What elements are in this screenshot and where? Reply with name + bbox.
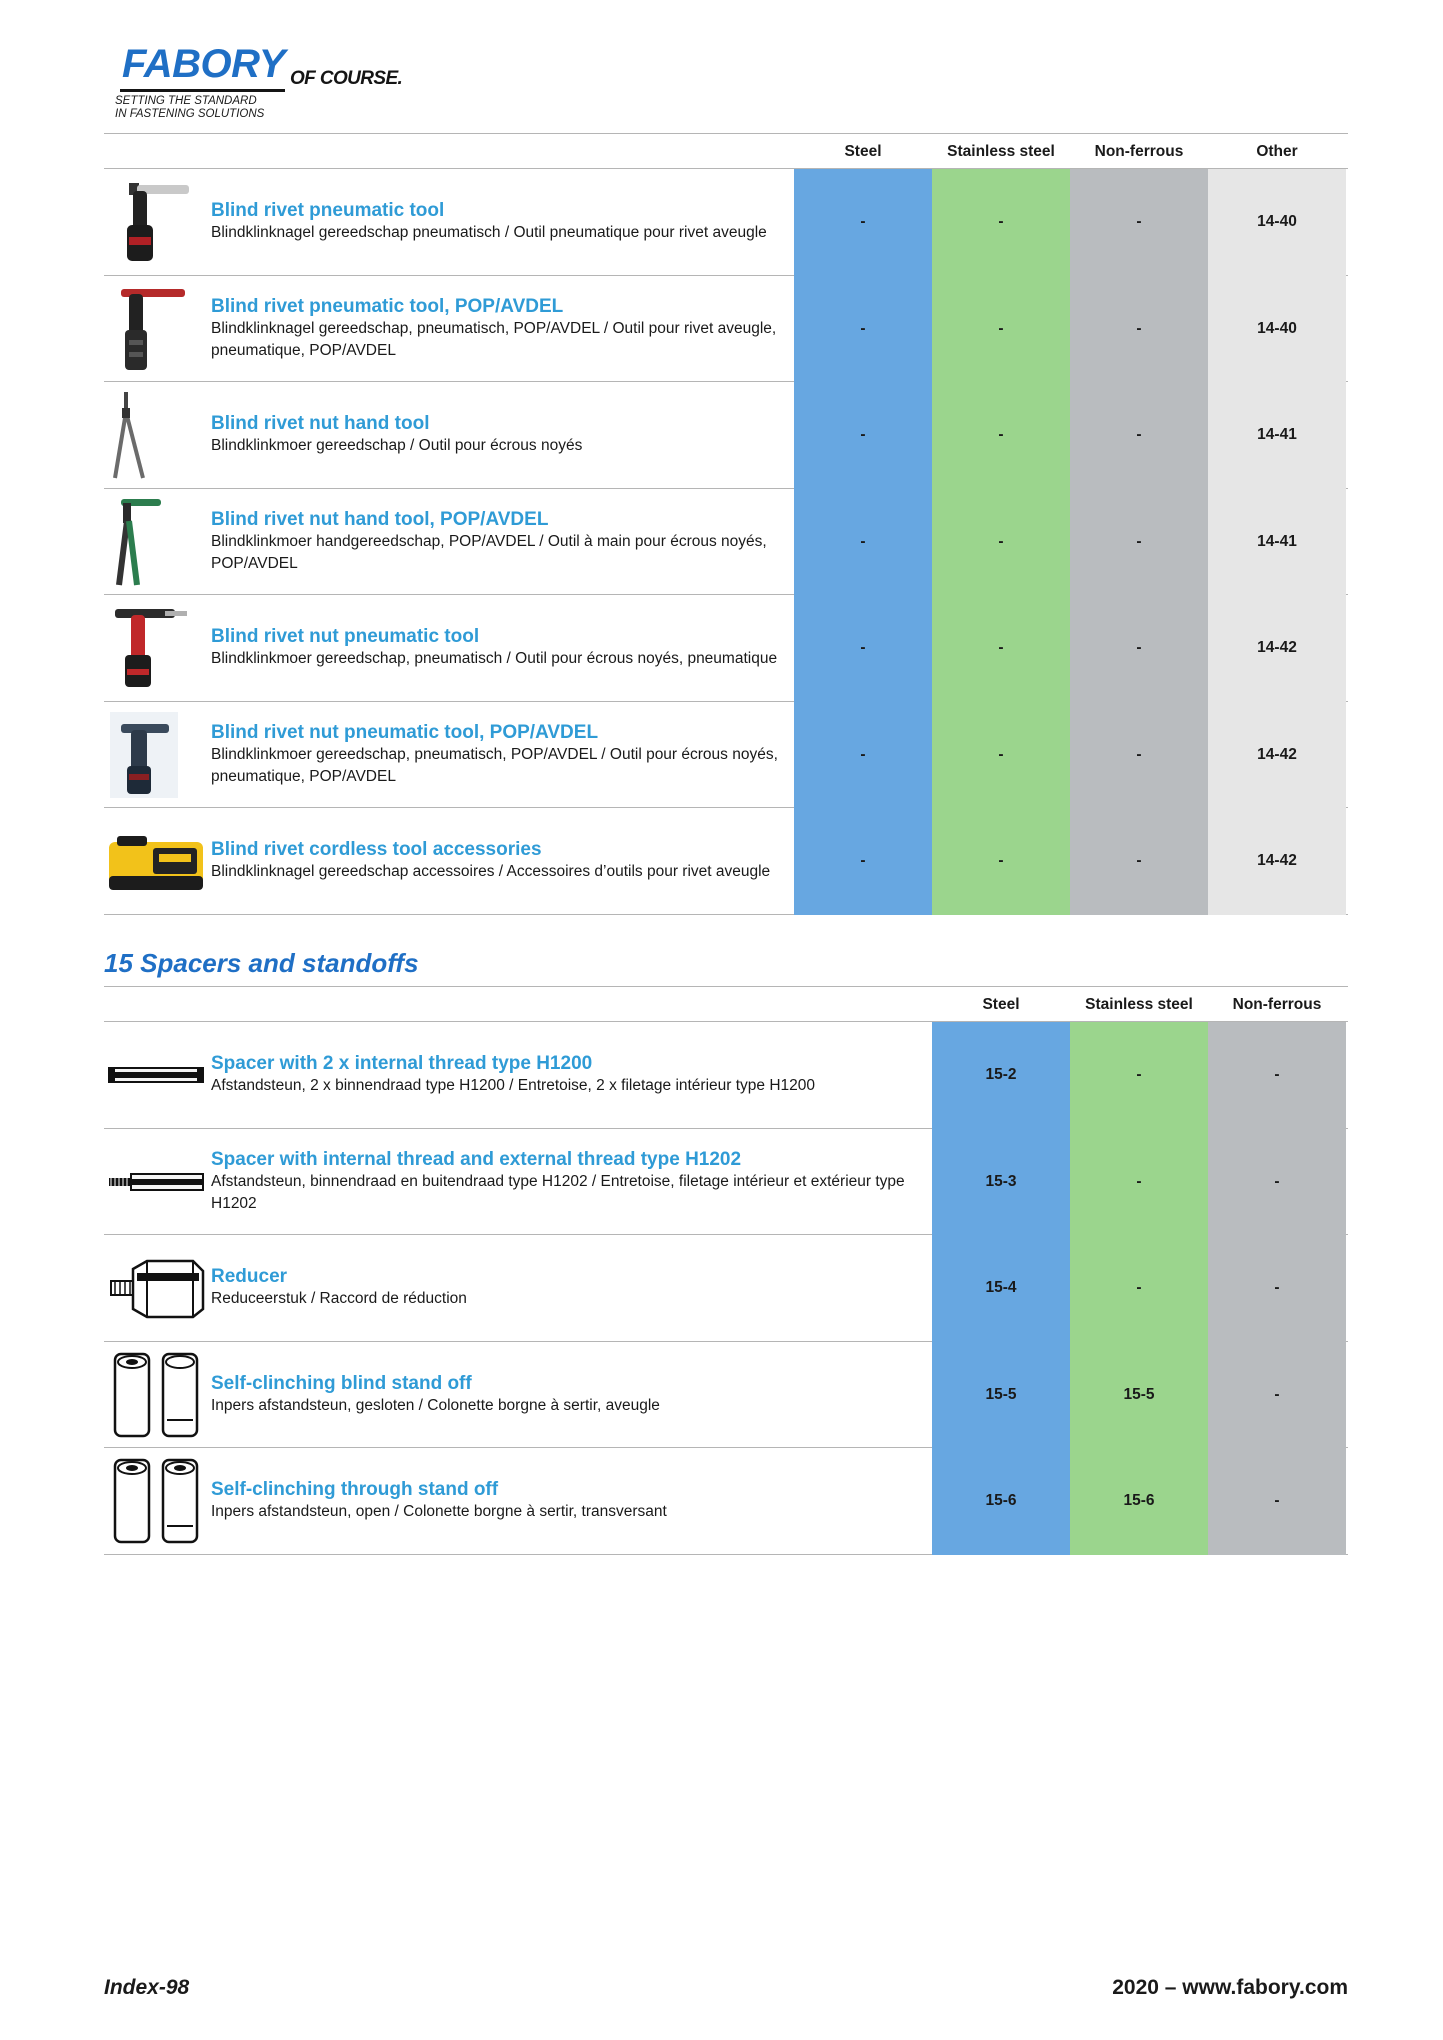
fabory-logo	[115, 42, 415, 124]
table-header	[104, 133, 1348, 169]
cell-stainless: -	[932, 169, 1070, 276]
page-number: Index-98	[104, 1976, 190, 1999]
row-title[interactable]: Blind rivet cordless tool accessories	[211, 839, 542, 861]
row-text: Blindklinknagel gereedschap, pneumatisch, POP/AVDEL / Outil pour rivet aveugle, pneumatique, POP/AVDEL	[211, 319, 777, 359]
cell-other[interactable]: 14-41	[1208, 489, 1346, 596]
row-text: Inpers afstandsteun, open / Colonette borgne à sertir, transversant	[211, 1503, 667, 1521]
cell-stainless: -	[932, 595, 1070, 702]
col-header-other: Other	[1256, 143, 1298, 160]
row-title[interactable]: Self-clinching through stand off	[211, 1479, 499, 1501]
cell-steel[interactable]: 15-6	[932, 1448, 1070, 1555]
row-title[interactable]: Blind rivet pneumatic tool	[211, 200, 445, 222]
table-row	[104, 1342, 1348, 1449]
table-row	[104, 1129, 1348, 1236]
cell-nonferrous: -	[1208, 1022, 1346, 1129]
row-title[interactable]: Blind rivet nut pneumatic tool, POP/AVDEL	[211, 721, 599, 743]
reducer-icon	[107, 1243, 205, 1333]
row-text: Blindklinkmoer handgereedschap, POP/AVDEL / Outil à main pour écrous noyés, POP/AVDEL	[211, 532, 767, 572]
row-description	[211, 1448, 931, 1554]
standoff-icon	[107, 1456, 205, 1546]
col-header-nonferrous: Non-ferrous	[1094, 143, 1184, 160]
row-description	[211, 1022, 931, 1128]
threaded-spacer-icon	[107, 1137, 205, 1227]
col-header-steel: Steel	[982, 996, 1020, 1013]
row-text: Blindklinkmoer gereedschap / Outil pour écrous noyés	[211, 437, 583, 455]
cell-nonferrous: -	[1070, 382, 1208, 489]
table-row	[104, 1235, 1348, 1342]
cell-stainless[interactable]: 15-6	[1070, 1448, 1208, 1555]
table-row	[104, 595, 1348, 702]
cell-nonferrous: -	[1070, 808, 1208, 915]
cell-steel: -	[794, 489, 932, 596]
row-text: Blindklinkmoer gereedschap, pneumatisch / Outil pour écrous noyés, pneumatique	[211, 650, 778, 668]
cell-other[interactable]: 14-40	[1208, 276, 1346, 383]
pneumatic-rivet-tool-icon	[107, 284, 205, 374]
logo-brand: FABORY	[122, 42, 285, 86]
cell-steel: -	[794, 702, 932, 809]
cell-nonferrous: -	[1070, 595, 1208, 702]
row-description	[211, 276, 791, 382]
row-description	[211, 1235, 931, 1341]
cell-nonferrous: -	[1070, 276, 1208, 383]
cell-other[interactable]: 14-42	[1208, 702, 1346, 809]
cell-stainless: -	[1070, 1129, 1208, 1236]
row-title[interactable]: Spacer with internal thread and external thread type H1202	[211, 1148, 742, 1170]
logo-underline	[120, 89, 285, 92]
cell-other[interactable]: 14-41	[1208, 382, 1346, 489]
row-text: Inpers afstandsteun, gesloten / Colonette borgne à sertir, aveugle	[211, 1396, 660, 1414]
cell-nonferrous: -	[1070, 169, 1208, 276]
cell-steel: -	[794, 276, 932, 383]
row-text: Reduceerstuk / Raccord de réduction	[211, 1290, 467, 1308]
cell-stainless: -	[932, 489, 1070, 596]
table-row	[104, 169, 1348, 276]
cell-stainless: -	[932, 276, 1070, 383]
section-heading: 15 Spacers and standoffs	[104, 948, 419, 978]
table-row	[104, 808, 1348, 915]
row-text: Afstandsteun, binnendraad en buitendraad type H1202 / Entretoise, filetage intérieur et extérieur type H1202	[211, 1172, 905, 1212]
table-row	[104, 1022, 1348, 1129]
row-title[interactable]: Blind rivet nut hand tool, POP/AVDEL	[211, 508, 549, 530]
cell-other[interactable]: 14-40	[1208, 169, 1346, 276]
row-description	[211, 702, 791, 808]
cell-nonferrous: -	[1070, 489, 1208, 596]
cell-stainless: -	[1070, 1235, 1208, 1342]
cell-nonferrous: -	[1208, 1342, 1346, 1449]
table-header	[104, 986, 1348, 1022]
col-header-steel: Steel	[844, 143, 882, 160]
row-title[interactable]: Blind rivet nut hand tool	[211, 413, 430, 435]
cell-nonferrous: -	[1070, 702, 1208, 809]
spacers-table	[104, 986, 1348, 1555]
row-text: Blindklinknagel gereedschap pneumatisch / Outil pneumatique pour rivet aveugle	[211, 224, 767, 242]
cell-nonferrous: -	[1208, 1129, 1346, 1236]
cell-other[interactable]: 14-42	[1208, 808, 1346, 915]
cell-stainless: -	[1070, 1022, 1208, 1129]
row-description	[211, 1129, 931, 1235]
cell-steel[interactable]: 15-2	[932, 1022, 1070, 1129]
hand-tool-icon	[107, 497, 205, 587]
row-title[interactable]: Spacer with 2 x internal thread type H1200	[211, 1053, 593, 1075]
row-title[interactable]: Self-clinching blind stand off	[211, 1372, 472, 1394]
row-description	[211, 169, 791, 275]
row-description	[211, 382, 791, 488]
cell-steel: -	[794, 169, 932, 276]
pneumatic-nut-tool-icon	[107, 603, 205, 693]
cell-stainless: -	[932, 702, 1070, 809]
row-description	[211, 489, 791, 595]
cell-steel[interactable]: 15-3	[932, 1129, 1070, 1236]
row-description	[211, 595, 791, 701]
cell-nonferrous: -	[1208, 1448, 1346, 1555]
table-row	[104, 382, 1348, 489]
cell-stainless[interactable]: 15-5	[1070, 1342, 1208, 1449]
battery-pack-icon	[107, 816, 205, 906]
cell-steel[interactable]: 15-4	[932, 1235, 1070, 1342]
table-row	[104, 1448, 1348, 1555]
table-row	[104, 276, 1348, 383]
cell-other[interactable]: 14-42	[1208, 595, 1346, 702]
rivet-tools-table	[104, 133, 1348, 915]
pneumatic-rivet-tool-icon	[107, 177, 205, 267]
col-header-stainless: Stainless steel	[947, 143, 1055, 160]
row-text: Blindklinkmoer gereedschap, pneumatisch, POP/AVDEL / Outil pour écrous noyés, pneumatique, POP/AVDEL	[211, 745, 778, 785]
cell-steel: -	[794, 595, 932, 702]
cell-nonferrous: -	[1208, 1235, 1346, 1342]
table-row	[104, 489, 1348, 596]
row-text: Afstandsteun, 2 x binnendraad type H1200 / Entretoise, 2 x filetage intérieur type H1200	[211, 1077, 816, 1095]
standoff-icon	[107, 1350, 205, 1440]
cell-steel: -	[794, 382, 932, 489]
col-header-stainless: Stainless steel	[1085, 996, 1193, 1013]
spacer-icon	[107, 1030, 205, 1120]
hand-tool-icon	[107, 390, 205, 480]
cell-steel[interactable]: 15-5	[932, 1342, 1070, 1449]
row-description	[211, 808, 791, 914]
logo-slogan: SETTING THE STANDARD IN FASTENING SOLUTIONS	[115, 95, 265, 120]
footer-website[interactable]: 2020 – www.fabory.com	[1112, 1976, 1348, 1999]
row-description	[211, 1342, 931, 1448]
row-title[interactable]: Reducer	[211, 1266, 288, 1288]
cell-stainless: -	[932, 382, 1070, 489]
row-title[interactable]: Blind rivet nut pneumatic tool	[211, 626, 480, 648]
cell-steel: -	[794, 808, 932, 915]
table-row	[104, 702, 1348, 809]
row-title[interactable]: Blind rivet pneumatic tool, POP/AVDEL	[211, 295, 564, 317]
cell-stainless: -	[932, 808, 1070, 915]
row-text: Blindklinknagel gereedschap accessoires / Accessoires d’outils pour rivet aveugle	[211, 863, 771, 881]
col-header-nonferrous: Non-ferrous	[1232, 996, 1322, 1013]
pneumatic-nut-tool-icon	[107, 710, 205, 800]
logo-suffix: OF COURSE.	[290, 68, 403, 89]
